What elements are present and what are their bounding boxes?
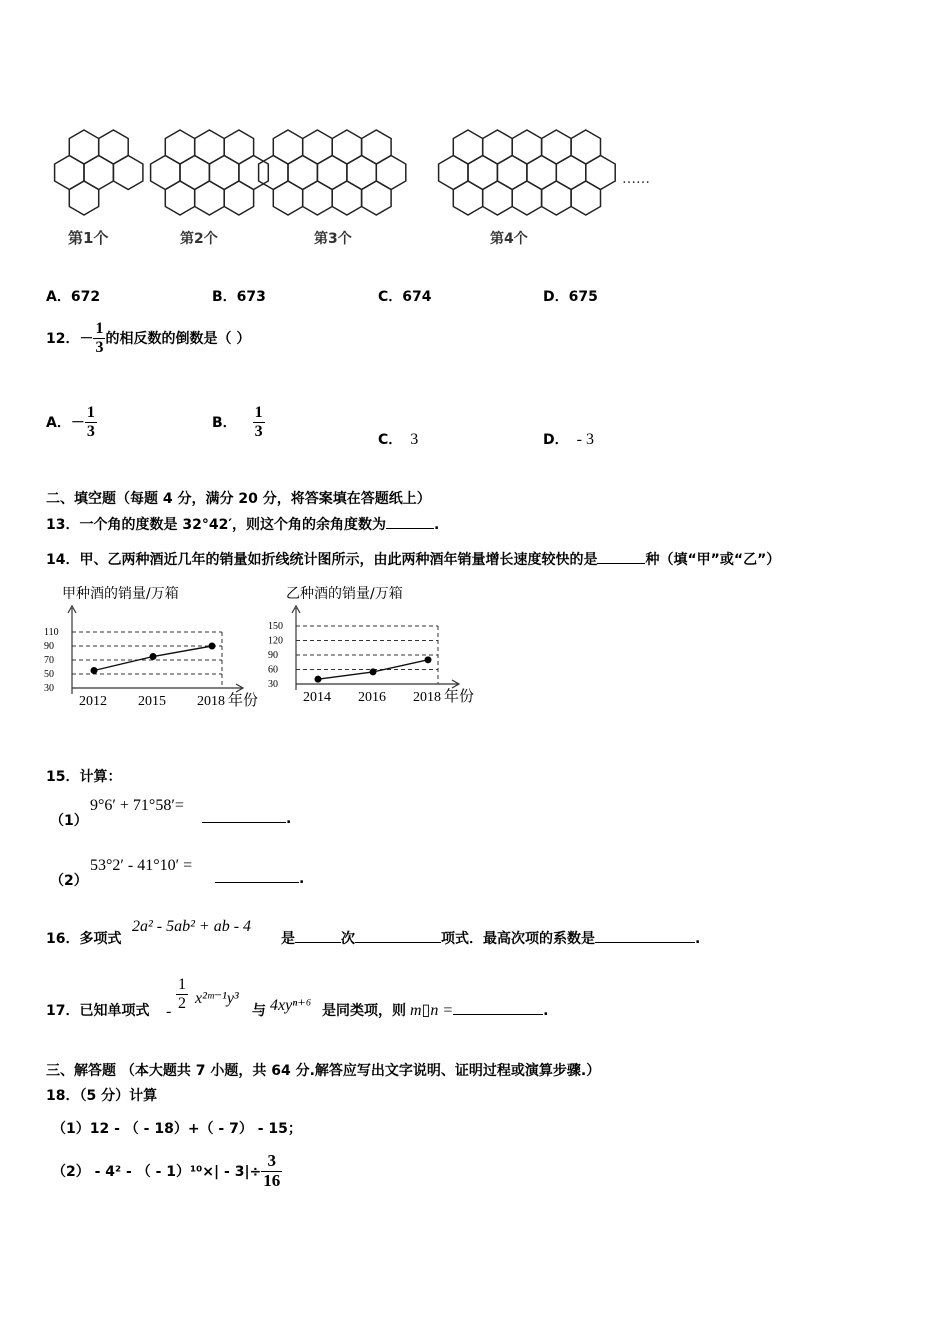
question-16: 16．多项式 bbox=[46, 931, 122, 947]
hexagon bbox=[453, 181, 482, 215]
q11-option-c: C．674 bbox=[378, 289, 432, 305]
y-tick-label: 120 bbox=[268, 635, 283, 647]
figure-caption-4: 第4个 bbox=[490, 231, 528, 247]
x-tick-label: 2018 bbox=[197, 694, 225, 709]
question-13: 13．一个角的度数是 32°42′，则这个角的余角度数为 . bbox=[46, 514, 439, 534]
figure-caption-1: 第1个 bbox=[68, 229, 109, 247]
q16-polynomial: 2a² - 5ab² + ab - 4 bbox=[132, 918, 252, 935]
question-12: 12． － $\frac{1}{3}$ 的相反数的倒数是（ ） bbox=[46, 320, 251, 356]
q17-monomial-1: x²ᵐ⁻¹y³ bbox=[195, 990, 239, 1007]
y-tick-label: 70 bbox=[44, 655, 54, 666]
hexagon bbox=[69, 181, 98, 215]
hexagon bbox=[303, 181, 333, 215]
q15-part2-blank: . bbox=[215, 868, 304, 887]
y-tick-label: 30 bbox=[268, 679, 278, 690]
x-tick-label: 2012 bbox=[79, 694, 107, 709]
question-14: 14．甲、乙两种酒近几年的销量如折线统计图所示，由此两种酒年销量增长速度较快的是 种（填“甲”或“乙”） bbox=[46, 549, 780, 569]
fraction: $\frac{1}{3}$ bbox=[95, 320, 104, 356]
q15-part1-label: （1） bbox=[50, 813, 88, 829]
hexagon bbox=[571, 181, 600, 215]
q17-monomial-2: 4xyⁿ⁺⁶ bbox=[270, 997, 312, 1014]
chart-jia bbox=[40, 580, 260, 710]
x-axis-label: 年份 bbox=[228, 691, 259, 709]
data-point bbox=[315, 676, 322, 683]
q18-part2: （2） - 4² - （ - 1）¹⁰×| - 3|÷ $\frac{3}{16}$ bbox=[52, 1151, 281, 1190]
q11-option-a: A．672 bbox=[46, 289, 101, 305]
q15-part2-expr: 53°2′ - 41°10′ = bbox=[90, 857, 193, 874]
data-point bbox=[150, 653, 157, 660]
y-tick-label: 60 bbox=[268, 664, 278, 676]
q18-part1: （1）12 - （ - 18）+（ - 7） - 15； bbox=[52, 1121, 302, 1137]
q17-fraction: $\frac{1}{2}$ bbox=[178, 976, 186, 1012]
x-tick-label: 2018 bbox=[413, 690, 441, 705]
q16-blanks: 是 次 项式．最高次项的系数是 . bbox=[281, 928, 700, 948]
hexagon bbox=[113, 156, 142, 190]
data-point bbox=[425, 656, 432, 663]
y-tick-label: 90 bbox=[268, 650, 278, 661]
q11-option-d: D．675 bbox=[543, 289, 598, 305]
chart-yi bbox=[262, 580, 492, 715]
hexagon bbox=[195, 181, 225, 215]
data-point bbox=[209, 643, 216, 650]
honeycomb-figure bbox=[40, 115, 680, 255]
chart-title: 乙种酒的销量/万箱 bbox=[286, 586, 403, 602]
hexagon bbox=[165, 181, 194, 215]
x-tick-label: 2016 bbox=[358, 690, 386, 705]
figure-caption-3: 第3个 bbox=[314, 231, 352, 247]
y-tick-label: 110 bbox=[44, 627, 59, 638]
hexagon bbox=[332, 181, 361, 215]
x-axis-label: 年份 bbox=[444, 687, 475, 705]
x-tick-label: 2014 bbox=[303, 690, 331, 705]
hexagon bbox=[483, 181, 513, 215]
hexagon bbox=[542, 181, 572, 215]
hexagon bbox=[512, 181, 541, 215]
q17-sign: - bbox=[166, 1003, 172, 1020]
q17-and: 与 bbox=[252, 1003, 266, 1019]
q15-part1-blank: . bbox=[202, 808, 291, 827]
y-tick-label: 90 bbox=[44, 641, 54, 652]
q15-part1-expr: 9°6′ + 71°58′= bbox=[90, 797, 184, 814]
chart-title: 甲种酒的销量/万箱 bbox=[62, 586, 179, 602]
y-tick-label: 150 bbox=[268, 621, 283, 632]
data-point bbox=[370, 668, 377, 675]
figure-ellipsis: …… bbox=[622, 171, 650, 187]
y-tick-label: 30 bbox=[44, 683, 54, 694]
figure-caption-2: 第2个 bbox=[180, 231, 218, 247]
q11-option-b: B．673 bbox=[212, 289, 266, 305]
question-17: 17．已知单项式 bbox=[46, 1003, 150, 1019]
question-18-title: 18．（5 分）计算 bbox=[46, 1088, 158, 1104]
q12-option-b: B． $\frac{1}{3}$ bbox=[212, 404, 263, 440]
y-tick-label: 50 bbox=[44, 669, 54, 680]
section-3-heading: 三、解答题 （本大题共 7 小题，共 64 分.解答应写出文字说明、证明过程或演算步骤.） bbox=[46, 1063, 601, 1079]
q12-option-c: C． 3 bbox=[378, 431, 419, 448]
hexagon bbox=[273, 181, 302, 215]
q15-part2-label: （2） bbox=[50, 873, 88, 889]
q12-option-d: D． - 3 bbox=[543, 431, 594, 448]
data-point bbox=[91, 667, 98, 674]
q17-tail: 是同类项，则 m▯n = . bbox=[322, 1002, 549, 1019]
question-15-title: 15．计算： bbox=[46, 769, 122, 785]
q12-option-a: A． － $\frac{1}{3}$ bbox=[46, 404, 95, 440]
hexagon bbox=[362, 181, 392, 215]
hexagon bbox=[224, 181, 253, 215]
section-2-heading: 二、填空题（每题 4 分，满分 20 分，将答案填在答题纸上） bbox=[46, 491, 431, 507]
x-tick-label: 2015 bbox=[138, 694, 166, 709]
